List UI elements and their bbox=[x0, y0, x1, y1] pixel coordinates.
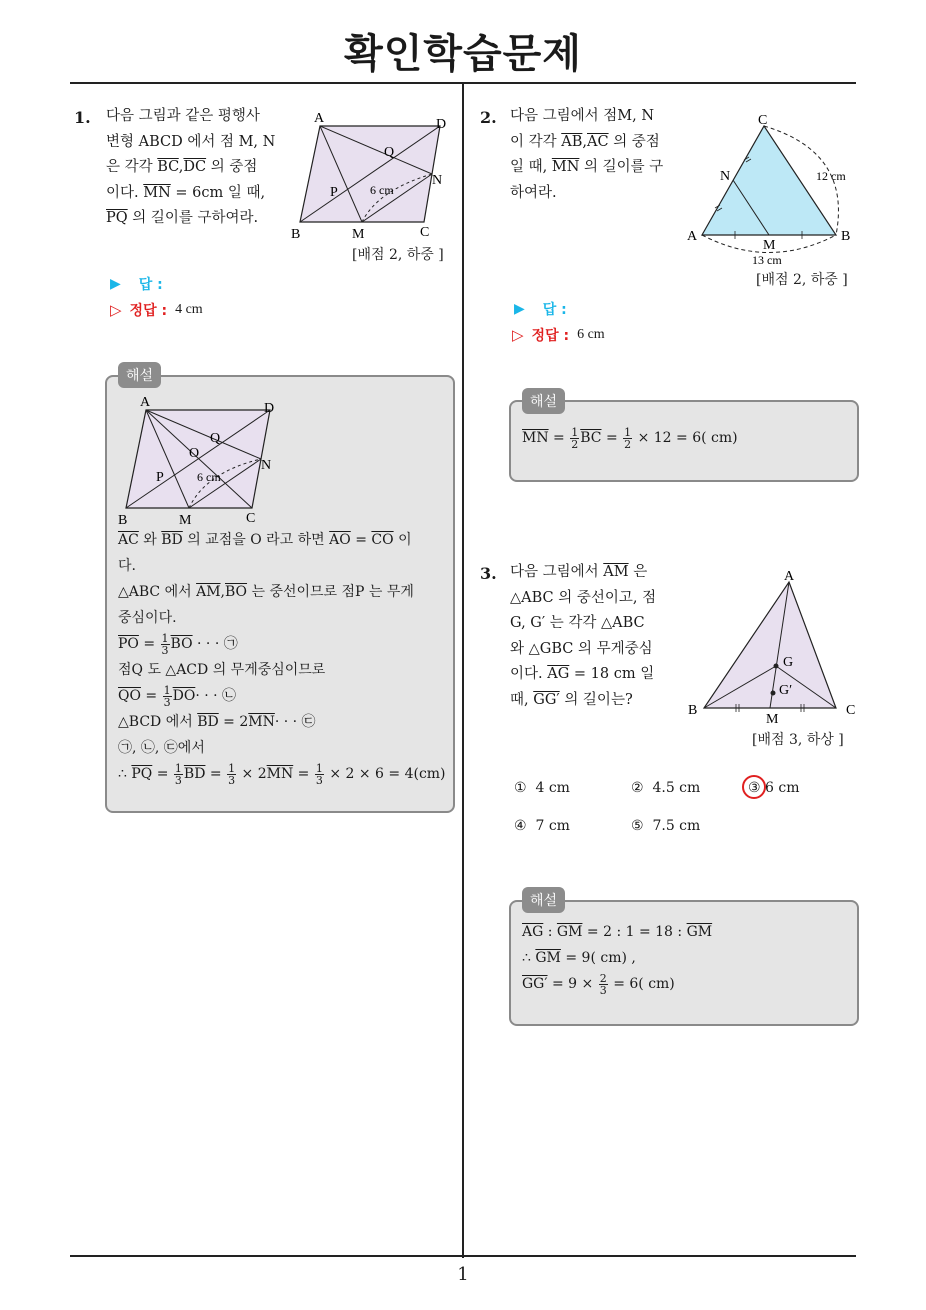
fraction bbox=[315, 763, 324, 786]
fraction bbox=[163, 685, 172, 708]
q2-sol-line bbox=[522, 425, 842, 451]
numerator: 1 bbox=[174, 761, 182, 775]
q1-fig-length: 6 cm bbox=[370, 183, 394, 197]
q2-answer-label: 답 : bbox=[542, 302, 567, 318]
q1-text-frag: 이다. bbox=[106, 184, 139, 201]
q3-number: 3. bbox=[480, 564, 497, 583]
text: = 6( cm) bbox=[613, 976, 675, 992]
q1-seg-mn: $\overline{MN}$ bbox=[143, 184, 171, 201]
q3-fig-C: C bbox=[846, 703, 856, 718]
math-seg: $\overline{PQ}$ bbox=[131, 766, 153, 782]
q3-choice-1[interactable] bbox=[514, 780, 570, 796]
denominator: 3 bbox=[599, 983, 607, 997]
numerator: 1 bbox=[624, 425, 632, 439]
fraction bbox=[623, 427, 632, 450]
text: 이다. bbox=[510, 666, 543, 682]
math-seg: $\overline{GM}$ bbox=[686, 924, 713, 940]
math-seg: $\overline{BO}$ bbox=[225, 584, 248, 600]
text: 의 길이는? bbox=[564, 691, 633, 708]
q2-correct-label: 정답 : bbox=[531, 328, 570, 344]
text: · · · ㉠ bbox=[197, 636, 238, 652]
q3-choice-5[interactable] bbox=[631, 818, 700, 834]
choice-text: 7 cm bbox=[535, 818, 570, 834]
denominator: 2 bbox=[571, 437, 579, 451]
q3-choice-2[interactable] bbox=[631, 780, 700, 796]
answer-arrow-icon: ▶ bbox=[514, 301, 525, 317]
q1-fig-D: D bbox=[436, 117, 447, 132]
choice-text: 4 cm bbox=[535, 780, 570, 796]
text: = bbox=[605, 430, 618, 446]
bottom-rule bbox=[70, 1255, 856, 1257]
q1-correct-label: 정답 : bbox=[129, 303, 168, 319]
text: : bbox=[547, 924, 553, 940]
page-title: 확인학습문제 bbox=[344, 31, 582, 77]
q1-sol-line: 점Q 도 △ACD 의 무게중심이므로 bbox=[118, 662, 326, 678]
denominator: 3 bbox=[315, 773, 323, 787]
q1-sol-line bbox=[118, 761, 448, 787]
text: = bbox=[297, 766, 310, 782]
math-seg: GG′ bbox=[522, 976, 548, 992]
q2-line2 bbox=[510, 130, 685, 156]
q1-sol-line bbox=[118, 631, 448, 657]
math-seg: $\overline{BO}$ bbox=[170, 636, 193, 652]
fraction bbox=[599, 973, 608, 996]
q2-correct-value: 6 cm bbox=[577, 327, 605, 342]
q3-figure bbox=[684, 566, 860, 730]
text: = 9 × bbox=[552, 976, 594, 992]
q1-solution-tag: 해설 bbox=[118, 362, 161, 388]
q1-line2: 변형 ABCD 에서 점 M, N bbox=[106, 133, 276, 150]
q2-fig-A: A bbox=[687, 229, 698, 244]
choice-text: 7.5 cm bbox=[652, 818, 701, 834]
q2-solution-text bbox=[522, 425, 842, 451]
text: · · · ㉢ bbox=[274, 714, 316, 730]
column-divider bbox=[462, 82, 464, 1258]
choice-mark: ⑤ bbox=[631, 818, 644, 834]
text: × 12 = 6( cm) bbox=[637, 430, 738, 446]
q3-line1 bbox=[510, 560, 685, 586]
math-seg: $\overline{AB}$ bbox=[561, 133, 583, 150]
q1-fig-B: B bbox=[291, 227, 301, 242]
q1-line4 bbox=[106, 181, 286, 207]
q2-correct-line bbox=[512, 325, 605, 345]
text: ∴ bbox=[522, 950, 531, 966]
text: 는 중선이므로 점P 는 무게 bbox=[251, 584, 414, 600]
q3-fig-A: A bbox=[784, 569, 795, 584]
q3-fig-G-prime: G′ bbox=[779, 683, 793, 698]
text: = 2 : 1 = 18 : bbox=[586, 924, 683, 940]
numerator: 1 bbox=[163, 683, 171, 697]
correct-arrow-icon: ▷ bbox=[512, 326, 524, 344]
math-seg: GG′ bbox=[533, 691, 560, 708]
text: ∴ bbox=[118, 766, 127, 782]
text: 다음 그림에서 bbox=[510, 564, 599, 580]
denominator: 2 bbox=[624, 437, 632, 451]
math-seg: $\overline{AM}$ bbox=[603, 564, 629, 580]
math-seg: $\overline{AC}$ bbox=[118, 532, 139, 548]
q3-solution-text bbox=[522, 919, 842, 997]
selected-answer-circle-icon bbox=[742, 775, 766, 799]
text: 이 각각 bbox=[510, 133, 557, 150]
q1-text-frag: 의 길이를 구하여라. bbox=[132, 210, 259, 226]
q1-sol-fig-C: C bbox=[246, 511, 256, 526]
q3-line5 bbox=[510, 662, 685, 688]
denominator: 3 bbox=[228, 773, 236, 787]
correct-arrow-icon: ▷ bbox=[110, 301, 122, 319]
math-seg: $\overline{GM}$ bbox=[535, 950, 561, 966]
math-seg: $\overline{AO}$ bbox=[329, 532, 351, 548]
q1-answer-label: 답 : bbox=[138, 277, 163, 293]
q1-sol-fig-length: 6 cm bbox=[197, 470, 221, 484]
denominator: 3 bbox=[163, 695, 171, 709]
text: = 2 bbox=[223, 714, 249, 730]
q1-sol-fig-N: N bbox=[261, 458, 272, 473]
q3-meta: [배점 3, 하상 ] bbox=[752, 732, 844, 748]
q3-choice-4[interactable] bbox=[514, 818, 570, 834]
math-seg: $\overline{AC}$ bbox=[587, 133, 609, 150]
text: 때, bbox=[510, 691, 529, 708]
q2-fig-ab-length: 13 cm bbox=[752, 253, 782, 267]
q1-fig-Q: Q bbox=[384, 145, 395, 160]
numerator: 1 bbox=[571, 425, 579, 439]
q1-sol-line: 다. bbox=[118, 558, 136, 574]
choice-mark: ② bbox=[631, 780, 644, 796]
q1-sol-fig-M: M bbox=[179, 513, 192, 528]
q1-text-frag: 의 중점 bbox=[210, 159, 258, 175]
numerator: 1 bbox=[315, 761, 323, 775]
text: 이 bbox=[398, 532, 412, 548]
q3-fig-M: M bbox=[766, 712, 779, 727]
q3-line4: 와 △GBC 의 무게중심 bbox=[510, 640, 653, 657]
text: , bbox=[220, 584, 225, 600]
q3-line2: △ABC 의 중선이고, 점 bbox=[510, 589, 657, 606]
q1-sol-line: ㉠, ㉡, ㉢에서 bbox=[118, 740, 205, 756]
q1-correct-line bbox=[110, 300, 203, 320]
text: , bbox=[582, 133, 587, 150]
choice-text: 4.5 cm bbox=[652, 780, 701, 796]
q2-fig-N: N bbox=[720, 169, 731, 184]
math-seg: $\overline{MN}$ bbox=[551, 159, 580, 175]
q1-sol-line: 중심이다. bbox=[118, 610, 177, 626]
text: = bbox=[156, 766, 169, 782]
fraction bbox=[174, 763, 183, 786]
choice-mark: ① bbox=[514, 780, 527, 796]
denominator: 3 bbox=[161, 643, 169, 657]
q1-text-frag: , bbox=[178, 159, 184, 175]
q3-sol-line bbox=[522, 971, 842, 997]
q2-fig-M: M bbox=[763, 238, 776, 253]
q3-line6 bbox=[510, 688, 685, 714]
text: 일 때, bbox=[510, 159, 548, 175]
math-seg: $\overline{GM}$ bbox=[556, 924, 583, 940]
math-seg: $\overline{AM}$ bbox=[196, 584, 221, 600]
q1-solution-text bbox=[118, 527, 448, 787]
q1-fig-P: P bbox=[330, 185, 338, 200]
choice-text: 6 cm bbox=[765, 780, 800, 796]
q1-text bbox=[106, 104, 286, 232]
q1-sol-fig-B: B bbox=[118, 513, 128, 528]
math-seg: $\overline{DO}$ bbox=[172, 688, 196, 704]
text: = bbox=[143, 636, 156, 652]
text: = bbox=[553, 430, 565, 446]
denominator: 3 bbox=[174, 773, 182, 787]
text: 은 bbox=[633, 564, 648, 580]
q1-figure bbox=[288, 110, 458, 242]
text: 의 중점 bbox=[613, 133, 660, 150]
math-seg: $\overline{AG}$ bbox=[522, 924, 544, 940]
text: · · · ㉡ bbox=[195, 688, 237, 704]
q2-fig-B: B bbox=[841, 229, 851, 244]
q1-text-frag: 은 각각 bbox=[106, 159, 153, 175]
q3-line3: G, G′ 는 각각 △ABC bbox=[510, 615, 645, 631]
q1-sol-fig-P: P bbox=[156, 470, 164, 485]
q2-number: 2. bbox=[480, 108, 497, 127]
q2-meta: [배점 2, 하중 ] bbox=[756, 272, 848, 288]
fraction bbox=[570, 427, 579, 450]
numerator: 1 bbox=[228, 761, 236, 775]
q1-meta: [배점 2, 하중 ] bbox=[352, 247, 444, 263]
q2-line1: 다음 그림에서 점M, N bbox=[510, 108, 655, 124]
q1-sol-line bbox=[118, 527, 448, 553]
text: = 9( cm) , bbox=[565, 950, 636, 966]
math-seg: $\overline{QO}$ bbox=[118, 688, 141, 704]
text: = bbox=[209, 766, 222, 782]
q1-sol-fig-D: D bbox=[264, 401, 275, 416]
math-seg: $\overline{MN}$ bbox=[248, 714, 275, 730]
q2-fig-bc-length: 12 cm bbox=[816, 169, 846, 183]
q1-answer-line bbox=[110, 274, 163, 294]
q1-fig-M: M bbox=[352, 227, 365, 242]
q1-fig-N: N bbox=[432, 173, 443, 188]
q2-line3 bbox=[510, 155, 685, 181]
math-seg: $\overline{BD}$ bbox=[161, 532, 183, 548]
q3-fig-B: B bbox=[688, 703, 698, 718]
q1-sol-fig-Q: Q bbox=[210, 431, 221, 446]
q2-figure bbox=[684, 112, 860, 272]
q2-line4: 하여라. bbox=[510, 184, 557, 201]
text: 의 길이를 구 bbox=[584, 159, 664, 175]
choice-mark: ③ bbox=[748, 780, 761, 796]
q1-line1: 다음 그림과 같은 평행사 bbox=[106, 108, 260, 124]
q1-line3 bbox=[106, 155, 286, 181]
math-seg: $\overline{PO}$ bbox=[118, 636, 139, 652]
text: × 2 × 6 = 4(cm) bbox=[329, 766, 446, 782]
q1-sol-line bbox=[118, 683, 448, 709]
fraction bbox=[161, 633, 170, 656]
text: = bbox=[145, 688, 158, 704]
q2-fig-C: C bbox=[758, 113, 768, 128]
q1-fig-C: C bbox=[420, 225, 430, 240]
q3-solution-tag: 해설 bbox=[522, 887, 565, 913]
fraction bbox=[227, 763, 236, 786]
math-seg: $\overline{AG}$ bbox=[547, 666, 570, 682]
q2-answer-line bbox=[514, 299, 567, 319]
numerator: 1 bbox=[161, 631, 169, 645]
answer-arrow-icon: ▶ bbox=[110, 276, 121, 292]
q1-seg-dc: $\overline{DC}$ bbox=[183, 159, 207, 175]
math-seg: $\overline{CO}$ bbox=[371, 532, 394, 548]
text: 의 교점을 O 라고 하면 bbox=[187, 532, 325, 548]
q1-sol-line bbox=[118, 579, 448, 605]
choice-mark: ④ bbox=[514, 818, 527, 834]
q1-sol-line bbox=[118, 709, 448, 735]
q1-seg-pq: $\overline{PQ}$ bbox=[106, 210, 128, 226]
math-seg: $\overline{BC}$ bbox=[580, 430, 602, 446]
q2-solution-tag: 해설 bbox=[522, 388, 565, 414]
q2-text bbox=[510, 104, 685, 206]
math-seg: $\overline{MN}$ bbox=[522, 430, 549, 446]
page-number: 1 bbox=[457, 1264, 469, 1285]
text: 와 bbox=[143, 532, 157, 548]
q3-choice-3[interactable] bbox=[748, 780, 800, 796]
q3-text bbox=[510, 560, 685, 713]
math-seg: $\overline{BD}$ bbox=[197, 714, 219, 730]
text: △BCD 에서 bbox=[118, 714, 193, 730]
q3-fig-G: G bbox=[783, 655, 794, 670]
q1-sol-fig-A: A bbox=[140, 396, 151, 410]
q1-seg-bc: $\overline{BC}$ bbox=[157, 159, 179, 175]
q1-correct-value: 4 cm bbox=[175, 302, 203, 317]
q1-text-frag: = 6cm 일 때, bbox=[175, 184, 266, 201]
text: = 18 cm 일 bbox=[573, 666, 655, 682]
text: = bbox=[355, 532, 367, 548]
text: △ABC 에서 bbox=[118, 584, 192, 600]
math-seg: $\overline{MN}$ bbox=[266, 766, 294, 782]
q3-sol-line bbox=[522, 919, 842, 945]
q1-line5 bbox=[106, 206, 286, 232]
q1-number: 1. bbox=[74, 108, 91, 127]
math-seg: $\overline{BD}$ bbox=[183, 766, 206, 782]
numerator: 2 bbox=[599, 971, 607, 985]
q1-solution-figure bbox=[114, 396, 284, 530]
text: × 2 bbox=[241, 766, 267, 782]
q1-fig-A: A bbox=[314, 111, 325, 126]
q3-sol-line bbox=[522, 945, 842, 971]
q1-sol-fig-O: O bbox=[189, 446, 200, 461]
